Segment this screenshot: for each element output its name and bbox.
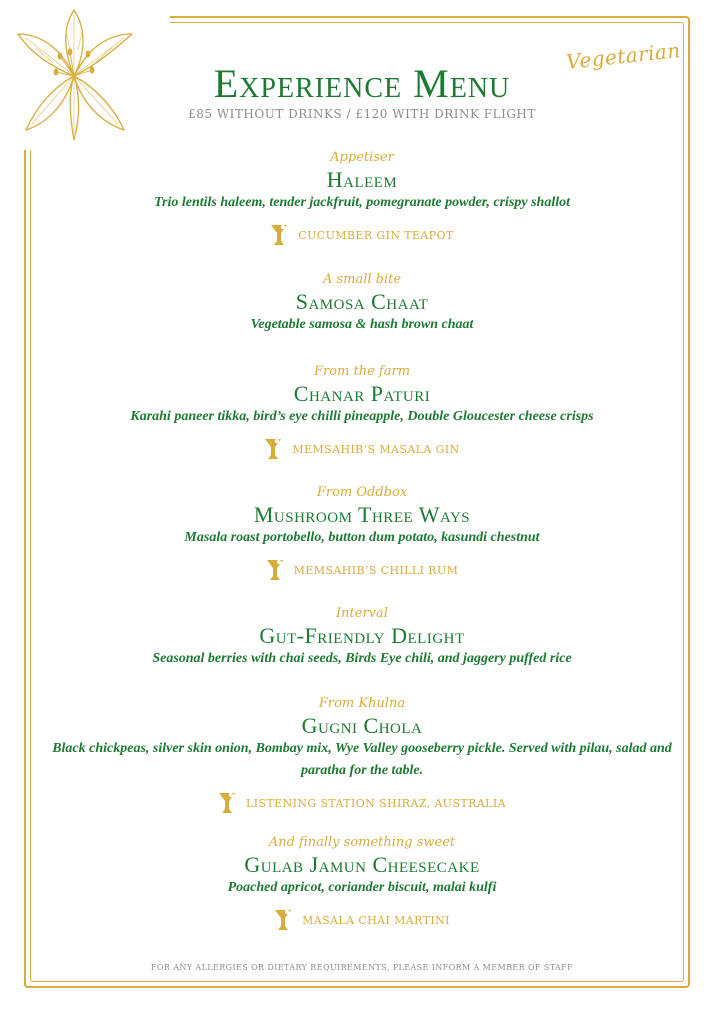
course-name: Gut-Friendly Delight <box>259 623 465 648</box>
course-gugni-chola <box>30 696 694 816</box>
course-label: Appetiser <box>330 150 394 165</box>
course-name: Gulab Jamun Cheesecake <box>244 852 480 877</box>
drink-pairing-text: MEMSAHIB’S CHILLI RUM <box>293 563 459 577</box>
page-title: Experience Menu <box>213 61 511 106</box>
course-description: Masala roast portobello, button dum potato, kasundi chestnut <box>184 530 540 545</box>
course-samosa-chaat <box>30 272 694 336</box>
course-mushroom-three-ways <box>30 485 694 583</box>
drink-pairing <box>30 790 694 816</box>
cocktail-glass-icon <box>266 558 284 582</box>
allergy-note: FOR ANY ALLERGIES OR DIETARY REQUIREMENTS, PLEASE INFORM A MEMBER OF STAFF <box>150 963 574 972</box>
drink-pairing-text: MEMSAHIB’S MASALA GIN <box>292 442 460 456</box>
drink-pairing-text: LISTENING STATION SHIRAZ, AUSTRALIA <box>246 796 506 810</box>
drink-pairing-text: MASALA CHAI MARTINI <box>302 913 450 927</box>
course-description: Seasonal berries with chai seeds, Birds Eye chili, and jaggery puffed rice <box>152 651 572 666</box>
course-haleem <box>30 150 694 248</box>
course-description: Poached apricot, coriander biscuit, malai kulfi <box>227 880 497 895</box>
course-description: Karahi paneer tikka, bird’s eye chilli pineapple, Double Gloucester cheese crisps <box>130 409 594 424</box>
drink-pairing <box>30 557 694 583</box>
drink-pairing-text: CUCUMBER GIN TEAPOT <box>298 228 454 242</box>
course-name: Mushroom Three Ways <box>253 502 471 527</box>
course-label: A small bite <box>322 272 402 287</box>
course-name: Samosa Chaat <box>295 289 429 314</box>
course-description: Trio lentils haleem, tender jackfruit, pomegranate powder, crispy shallot <box>154 195 570 210</box>
course-chanar-paturi <box>30 364 694 462</box>
drink-pairing <box>30 436 694 462</box>
course-name: Gugni Chola <box>301 713 423 738</box>
vegetarian-tag: Vegetarian <box>565 38 682 74</box>
cocktail-glass-icon <box>274 908 292 932</box>
price-subtitle: £85 WITHOUT DRINKS / £120 WITH DRINK FLIGHT <box>188 107 536 121</box>
drink-pairing <box>30 222 694 248</box>
course-gut-friendly-delight <box>30 606 694 670</box>
course-label: From Oddbox <box>316 485 408 500</box>
drink-pairing <box>30 907 694 933</box>
cocktail-glass-icon <box>264 437 282 461</box>
course-description: Black chickpeas, silver skin onion, Bombay mix, Wye Valley gooseberry pickle. Served with pilau, salad and paratha for the table. <box>52 741 672 778</box>
course-gulab-jamun-cheesecake <box>30 835 694 933</box>
course-name: Chanar Paturi <box>293 381 431 406</box>
course-label: And finally something sweet <box>268 835 456 850</box>
cocktail-glass-icon <box>270 223 288 247</box>
course-label: From the farm <box>313 364 411 379</box>
course-label: Interval <box>336 606 388 621</box>
cocktail-glass-icon <box>218 791 236 815</box>
course-label: From Khulna <box>318 696 406 711</box>
course-name: Haleem <box>326 167 398 192</box>
course-description: Vegetable samosa & hash brown chaat <box>250 317 474 332</box>
